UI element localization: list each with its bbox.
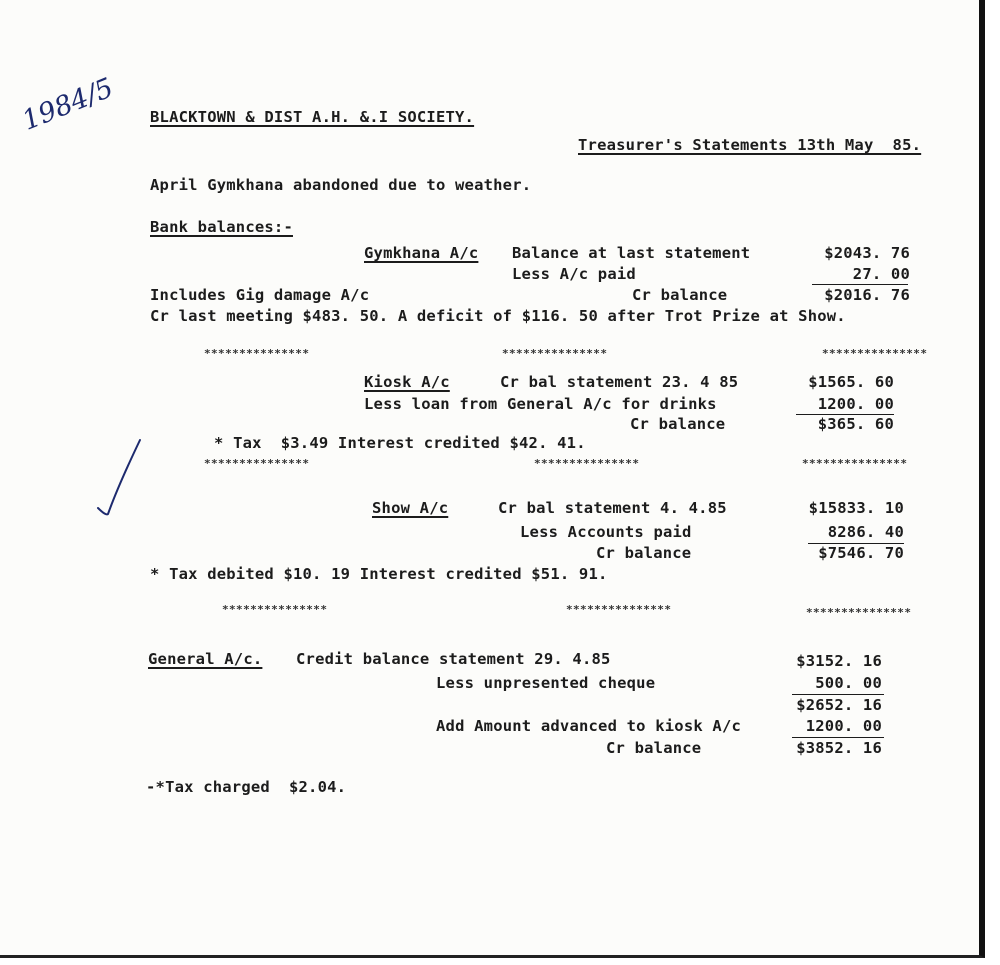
show-tax-note: * Tax debited $10. 19 Interest credited $51. 91. — [150, 565, 608, 583]
kiosk-statement-label: Cr bal statement 23. 4 85 — [500, 373, 739, 391]
general-advance-amount: 1200. 00 — [805, 717, 882, 735]
gymkhana-note: Includes Gig damage A/c — [150, 286, 370, 304]
gymkhana-subtotal-rule — [812, 284, 908, 285]
separator-stars: *************** — [204, 457, 310, 470]
general-unpresented-amount: 500. 00 — [815, 674, 882, 692]
gymkhana-account-label: Gymkhana A/c — [364, 244, 479, 262]
statement-title: Treasurer's Statements 13th May 85. — [578, 136, 922, 154]
separator-stars: *************** — [802, 457, 908, 470]
separator-stars: *************** — [806, 606, 912, 619]
separator-stars: *************** — [534, 457, 640, 470]
kiosk-loan-label: Less loan from General A/c for drinks — [364, 395, 717, 413]
society-title: BLACKTOWN & DIST A.H. &.I SOCIETY. — [150, 108, 475, 126]
show-statement-amount: $15833. 10 — [808, 499, 904, 517]
general-total-rule — [792, 737, 884, 738]
general-account-label: General A/c. — [148, 650, 263, 668]
gymkhana-balance-amount: $2043. 76 — [824, 244, 910, 262]
separator-stars: *************** — [204, 347, 310, 360]
general-statement-amount: $3152. 16 — [796, 652, 882, 670]
show-cr-amount: $7546. 70 — [818, 544, 904, 562]
pen-check-mark-icon — [96, 436, 146, 521]
show-less-amount: 8286. 40 — [827, 523, 904, 541]
kiosk-statement-amount: $1565. 60 — [808, 373, 894, 391]
general-cr-label: Cr balance — [606, 739, 702, 757]
general-subtotal-rule — [792, 694, 884, 695]
show-cr-label: Cr balance — [596, 544, 692, 562]
kiosk-cr-amount: $365. 60 — [817, 415, 894, 433]
gymkhana-less-amount: 27. 00 — [852, 265, 910, 283]
general-cr-amount: $3852. 16 — [796, 739, 882, 757]
kiosk-cr-label: Cr balance — [630, 415, 726, 433]
show-account-label: Show A/c — [372, 499, 449, 517]
gymkhana-balance-label: Balance at last statement — [512, 244, 751, 262]
gymkhana-less-label: Less A/c paid — [512, 265, 636, 283]
separator-stars: *************** — [566, 603, 672, 616]
footer-tax-note: -*Tax charged $2.04. — [146, 778, 347, 796]
bank-balances-label: Bank balances:- — [150, 218, 293, 236]
show-statement-label: Cr bal statement 4. 4.85 — [498, 499, 727, 517]
kiosk-loan-amount: 1200. 00 — [817, 395, 894, 413]
general-statement-label: Credit balance statement 29. 4.85 — [296, 650, 611, 668]
intro-line: April Gymkhana abandoned due to weather. — [150, 176, 532, 194]
separator-stars: *************** — [502, 347, 608, 360]
separator-stars: *************** — [222, 603, 328, 616]
show-less-label: Less Accounts paid — [520, 523, 692, 541]
kiosk-account-label: Kiosk A/c — [364, 373, 450, 391]
gymkhana-cr-label: Cr balance — [632, 286, 728, 304]
separator-stars: *************** — [822, 347, 928, 360]
gymkhana-cr-amount: $2016. 76 — [824, 286, 910, 304]
kiosk-tax-note: * Tax $3.49 Interest credited $42. 41. — [214, 434, 586, 452]
gymkhana-remark: Cr last meeting $483. 50. A deficit of $116. 50 after Trot Prize at Show. — [150, 307, 846, 325]
general-subtotal-amount: $2652. 16 — [796, 696, 882, 714]
general-unpresented-label: Less unpresented cheque — [436, 674, 656, 692]
handwritten-year-note: 1984/5 — [18, 72, 118, 137]
general-advance-label: Add Amount advanced to kiosk A/c — [436, 717, 742, 735]
